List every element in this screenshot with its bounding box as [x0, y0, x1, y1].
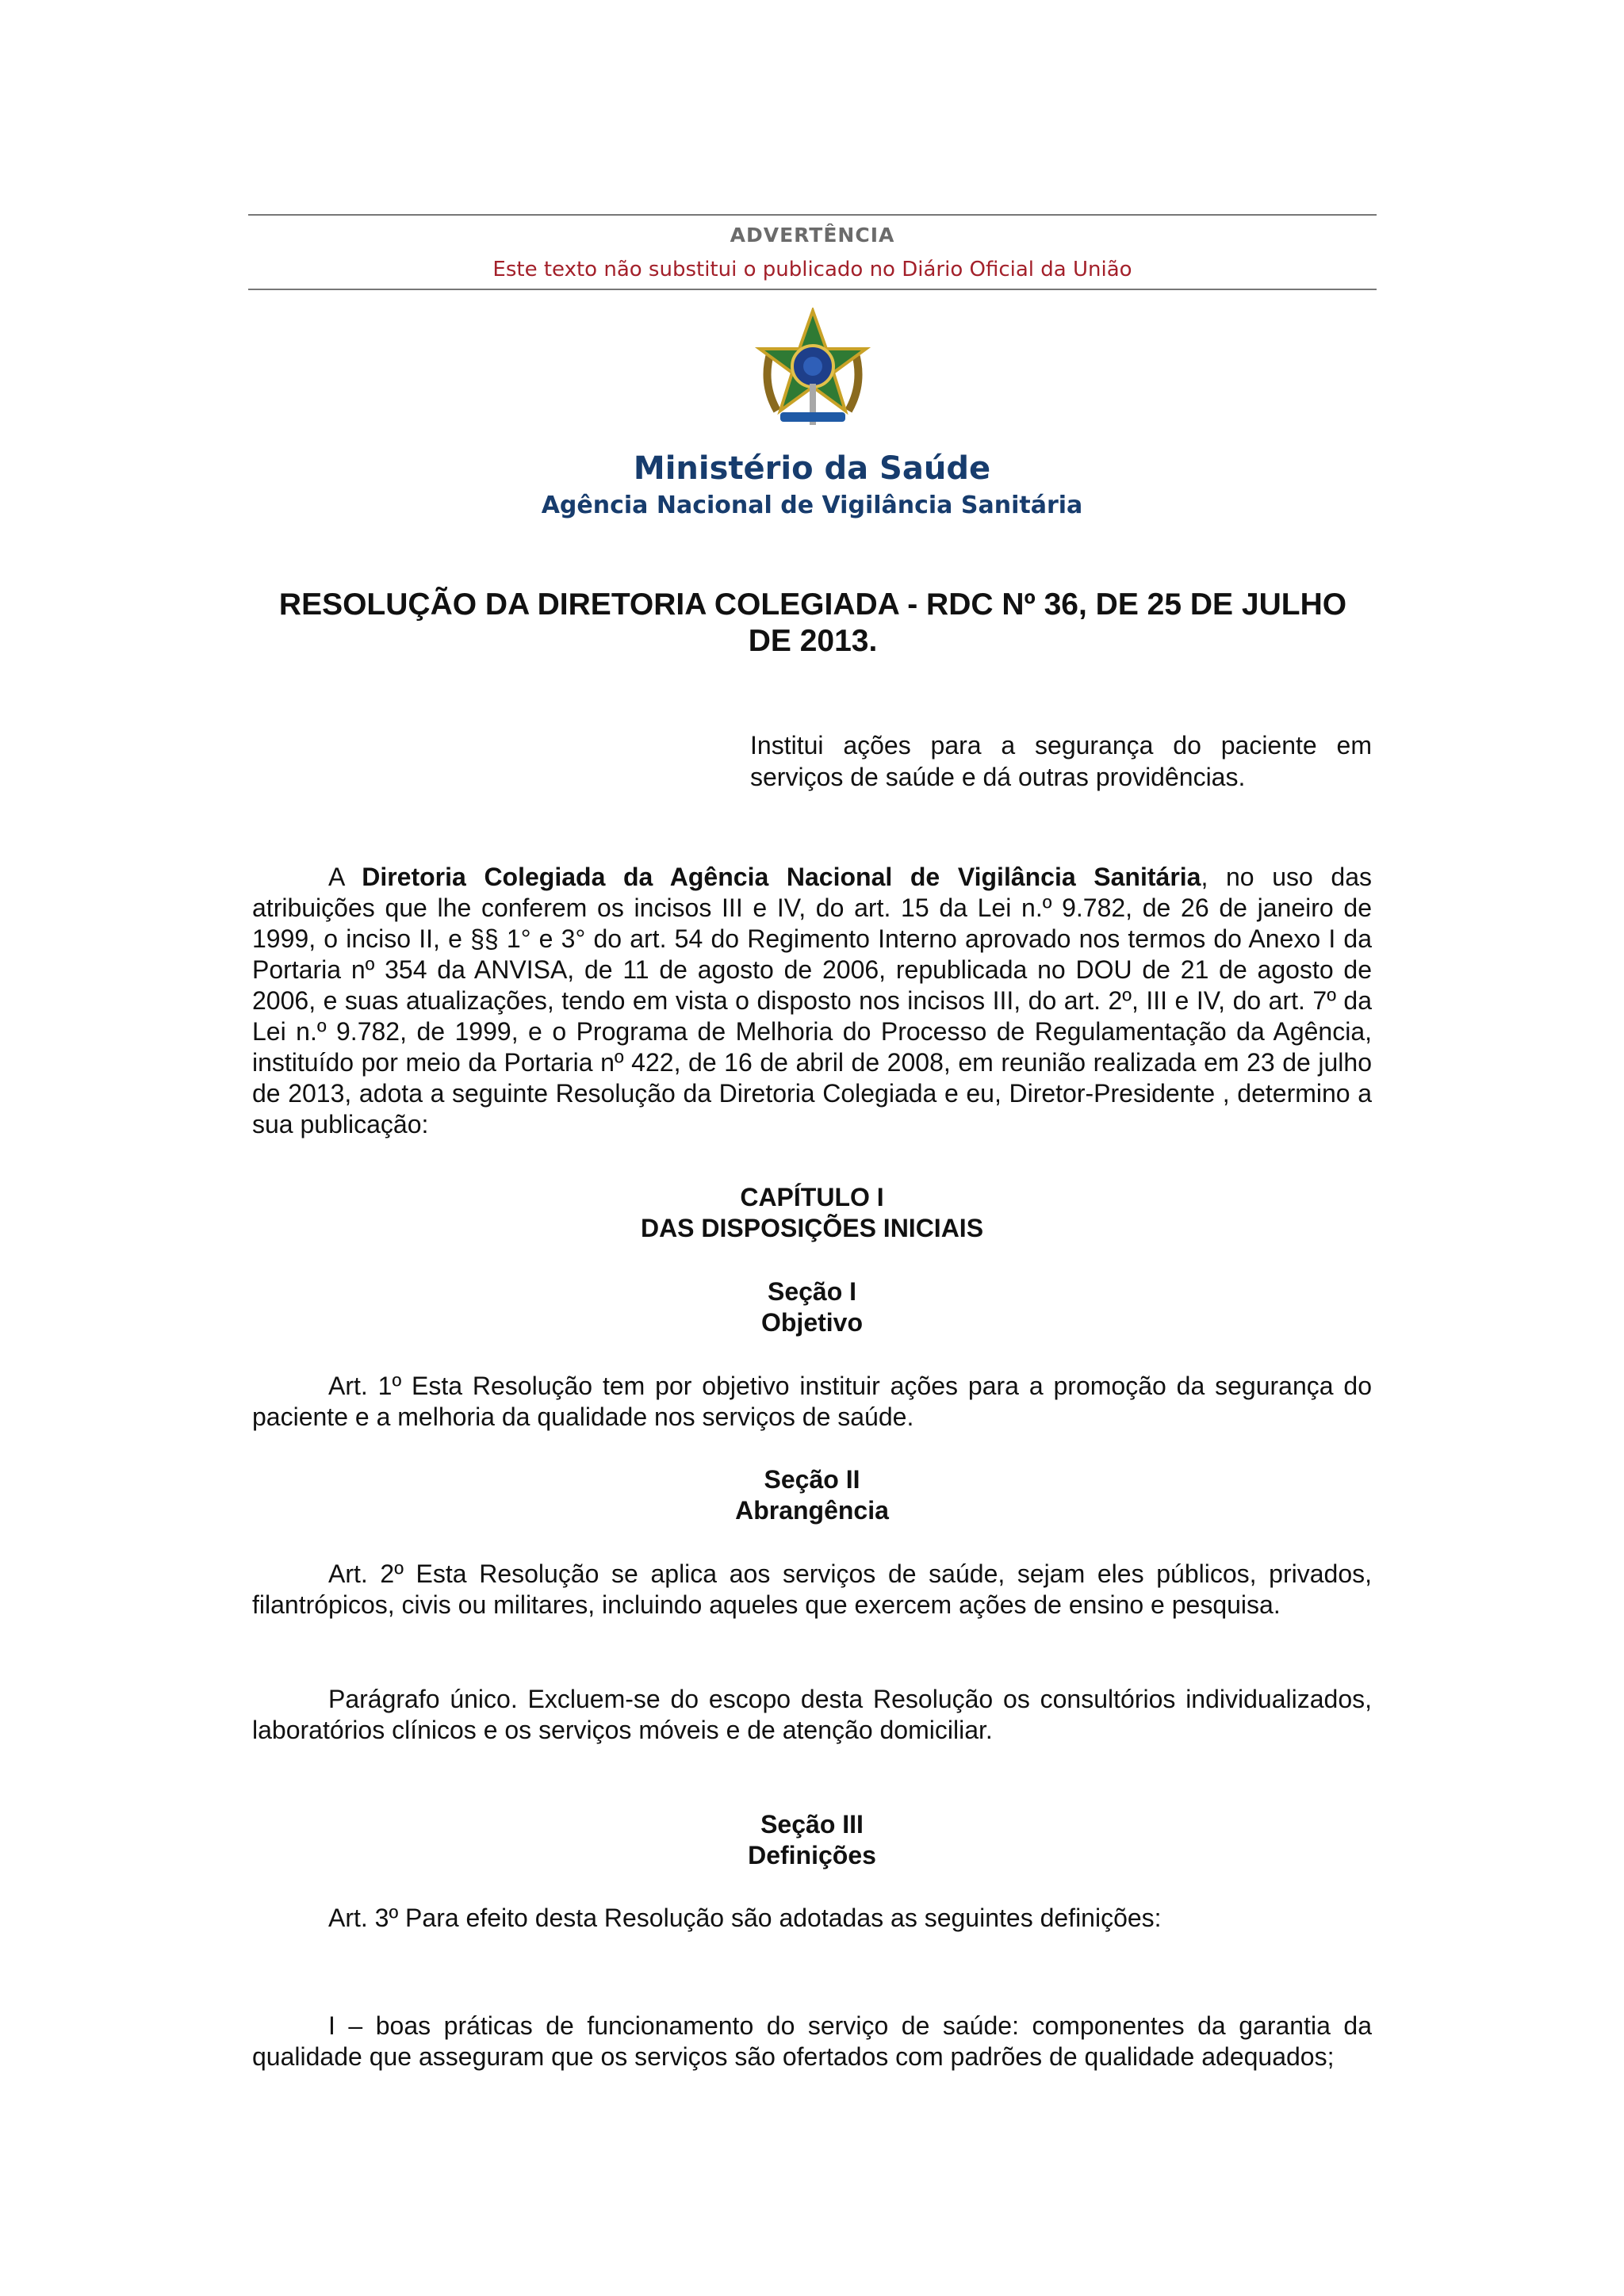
section-label: Seção I	[767, 1277, 857, 1306]
preamble-bold: Diretoria Colegiada da Agência Nacional de Vigilância Sanitária	[362, 863, 1201, 891]
ministry-name: Ministério da Saúde	[633, 450, 991, 487]
warning-banner	[248, 214, 1377, 290]
article-paragraph: Art. 2º Esta Resolução se aplica aos serviços de saúde, sejam eles públicos, privados, filantrópicos, civis ou militares, incluindo aqueles que exercem ações de ensino e pesquisa.	[252, 1559, 1372, 1619]
chapter-heading	[252, 1182, 1372, 1244]
section-name: Objetivo	[760, 1308, 863, 1337]
section-name: Definições	[748, 1841, 876, 1869]
preamble-lead: A	[328, 863, 362, 891]
document-title: RESOLUÇÃO DA DIRETORIA COLEGIADA - RDC Nº 36, DE 25 DE JULHO DE 2013.	[278, 587, 1347, 658]
preamble-paragraph	[252, 862, 1372, 1140]
article-paragraph: Art. 3º Para efeito desta Resolução são adotadas as seguintes definições:	[328, 1904, 1162, 1932]
section-heading	[252, 1276, 1372, 1338]
section-heading	[252, 1464, 1372, 1526]
section-label: Seção III	[760, 1810, 864, 1839]
chapter-name: DAS DISPOSIÇÕES INICIAIS	[640, 1214, 984, 1242]
preamble-rest: , no uso das atribuições que lhe conferem os incisos III e IV, do art. 15 da Lei n.º 9.782, de 26 de janeiro de 1999, o inciso II, e §§ 1° e 3° do art. 54 do Regimento Interno aprovado nos termos do Anexo I da Portaria nº 354 da ANVISA, de 11 de agosto de 2006, republicada no DOU de 21 de agosto de 2006, e suas atualizações, tendo em vista o disposto nos incisos III, do art. 2º, III e IV, do art. 7º da Lei n.º 9.782, de 1999, e o Programa de Melhoria do Processo de Regulamentação da Agência, instituído por meio da Portaria nº 422, de 16 de abril de 2008, em reunião realizada em 23 de julho de 2013, adota a seguinte Resolução da Diretoria Colegiada e eu, Diretor-Presidente , determino a sua publicação:	[252, 863, 1373, 1138]
sole-paragraph: Parágrafo único. Excluem-se do escopo desta Resolução os consultórios individualizados, laboratórios clínicos e os serviços móveis e de atenção domiciliar.	[252, 1685, 1372, 1744]
chapter-label: CAPÍTULO I	[740, 1183, 884, 1211]
warning-subtitle: Este texto não substitui o publicado no Diário Oficial da União	[492, 258, 1132, 281]
agency-name: Agência Nacional de Vigilância Sanitária	[541, 492, 1083, 519]
section-label: Seção II	[764, 1465, 860, 1494]
definition-item: I – boas práticas de funcionamento do serviço de saúde: componentes da garantia da qualidade que asseguram que os serviços são ofertados com padrões de qualidade adequados;	[252, 2011, 1372, 2071]
coat-of-arms-emblem	[753, 308, 872, 434]
section-name: Abrangência	[735, 1496, 889, 1525]
emblem-ribbon	[780, 412, 845, 422]
document-summary: Institui ações para a segurança do paciente em serviços de saúde e dá outras providências.	[750, 731, 1372, 791]
section-heading	[252, 1809, 1372, 1871]
warning-title: ADVERTÊNCIA	[730, 224, 895, 247]
article-paragraph: Art. 1º Esta Resolução tem por objetivo instituir ações para a promoção da segurança do paciente e a melhoria da qualidade nos serviços de saúde.	[252, 1372, 1372, 1431]
